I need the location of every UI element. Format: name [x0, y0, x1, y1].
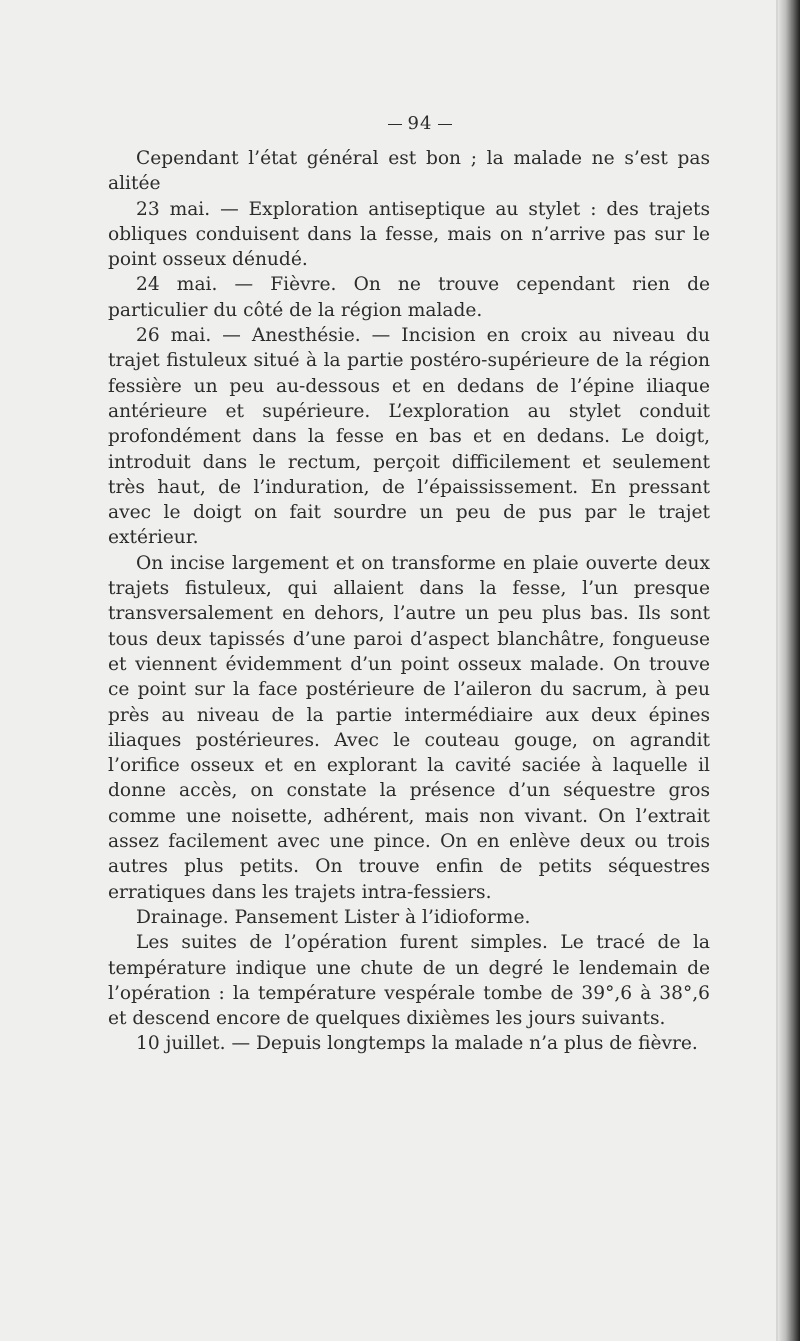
paragraph-23-may: 23 mai. — Exploration antiseptique au stylet : des trajets obliques conduisent dans la fesse, mais on n’arrive pas sur le point osseux dénudé.: [108, 198, 710, 271]
paragraph-general-state: Cependant l’état général est bon ; la malade ne s’est pas alitée: [108, 148, 710, 195]
folio-dash-left: [388, 124, 402, 125]
paragraph-24-may: 24 mai. — Fièvre. On ne trouve cependant rien de particulier du côté de la région malade.: [108, 274, 710, 321]
folio-dash-right: [438, 124, 452, 125]
paragraph-suites: Les suites de l’opération furent simples. Le tracé de la température indique une chute de un degré le lendemain de l’opération : la température vespérale tombe de 39°,6 à 38°,6 et descend encore de quelques dixièmes les jours suivants.: [108, 932, 710, 1030]
paragraph-incision: On incise largement et on transforme en plaie ouverte deux trajets fistuleux, qui allaient dans la fesse, l’un presque transversalement en dehors, l’autre un peu plus bas. Ils sont tous deux tapissés d’une paroi d’aspect blanchâtre, fongueuse et viennent évidemment d’un point osseux malade. On trouve ce point sur la face postérieure de l’aileron du sacrum, à peu près au niveau de la partie intermédiaire aux deux épines iliaques postérieures. Avec le couteau gouge, on agrandit l’orifice osseux et en explorant la cavité saciée à laquelle il donne accès, on constate la présence d’un séquestre gros comme une noisette, adhérent, mais non vivant. On l’extrait assez facilement avec une pince. On en enlève deux ou trois autres plus petits. On trouve enfin de petits séquestres erratiques dans les trajets intra-fessiers.: [108, 552, 710, 903]
book-page-edge: [778, 0, 800, 1341]
paragraph-26-may: 26 mai. — Anesthésie. — Incision en croix au niveau du trajet fistuleux situé à la partie postéro-supérieure de la région fessière un peu au-dessous et en dedans de l’épine iliaque antérieure et supérieure. L’exploration au stylet conduit profondément dans la fesse en bas et en dedans. Le doigt, introduit dans le rectum, perçoit difficilement et seulement très haut, de l’induration, de l’épaississement. En pressant avec le doigt on fait sourdre un peu de pus par le trajet extérieur.: [108, 325, 710, 549]
paragraph-10-juillet: 10 juillet. — Depuis longtemps la malade n’a plus de fièvre.: [136, 1033, 698, 1055]
page-header: [20, 113, 800, 134]
paragraph-drainage: Drainage. Pansement Lister à l’idioforme.: [136, 906, 531, 928]
body-text: [108, 146, 710, 1057]
page-number: 94: [407, 113, 433, 134]
